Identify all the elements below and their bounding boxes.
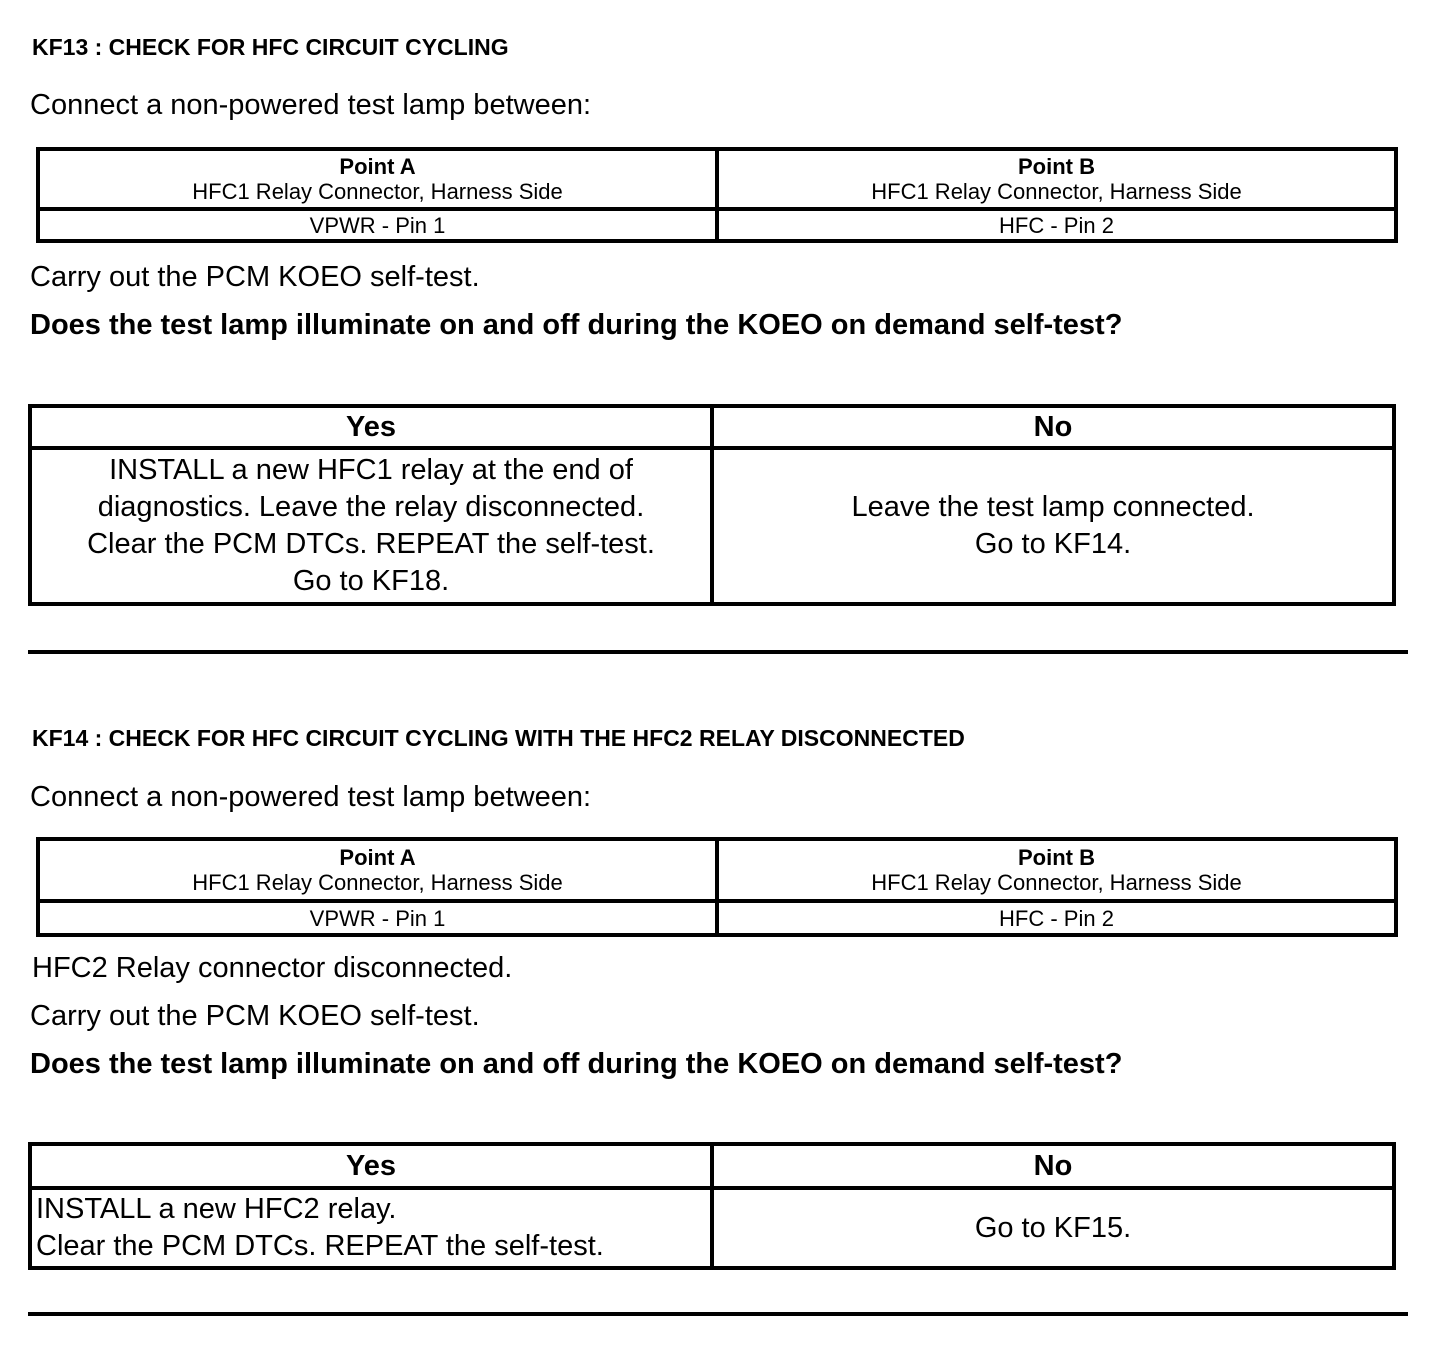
no-answer-cell [712, 1188, 1394, 1268]
point-b-location: HFC1 Relay Connector, Harness Side [871, 179, 1242, 204]
yes-answer-line: Clear the PCM DTCs. REPEAT the self-test. [36, 1230, 604, 1262]
point-b-cell [717, 149, 1396, 209]
question-kf14: Does the test lamp illuminate on and off during the KOEO on demand self-test? [30, 1048, 1123, 1080]
point-b-cell [717, 839, 1396, 901]
answer-table-kf13 [28, 404, 1396, 606]
point-a-cell [38, 149, 717, 209]
intro-text-kf14: Connect a non-powered test lamp between: [30, 781, 592, 813]
point-b-header: Point B [1018, 845, 1095, 870]
yes-answer-cell [30, 1188, 712, 1268]
point-a-header: Point A [339, 154, 416, 179]
test-points-table-kf13 [36, 147, 1398, 243]
section-divider [28, 1312, 1408, 1316]
point-a-pin: VPWR - Pin 1 [38, 901, 717, 935]
yes-answer-line: diagnostics. Leave the relay disconnected. [97, 491, 645, 523]
no-answer-line: Go to KF15. [974, 1211, 1132, 1244]
point-b-pin: HFC - Pin 2 [717, 901, 1396, 935]
point-a-location: HFC1 Relay Connector, Harness Side [192, 179, 563, 204]
yes-answer-cell [30, 448, 712, 604]
yes-header: Yes [30, 1144, 712, 1188]
yes-header: Yes [30, 406, 712, 448]
yes-answer-line: INSTALL a new HFC2 relay. [36, 1193, 397, 1225]
yes-answer-line: Go to KF18. [292, 565, 450, 597]
yes-answer-line: Clear the PCM DTCs. REPEAT the self-test. [87, 528, 655, 560]
section-divider [28, 650, 1408, 654]
point-a-pin: VPWR - Pin 1 [38, 209, 717, 241]
question-kf13: Does the test lamp illuminate on and off during the KOEO on demand self-test? [30, 309, 1123, 341]
point-b-header: Point B [1018, 154, 1095, 179]
intro-text-kf13: Connect a non-powered test lamp between: [30, 89, 592, 121]
yes-answer-line: INSTALL a new HFC1 relay at the end of [109, 454, 633, 486]
no-answer-line: Go to KF14. [974, 528, 1132, 560]
step-text: Carry out the PCM KOEO self-test. [30, 261, 480, 293]
answer-table-kf14 [28, 1142, 1396, 1270]
section-title-kf13: KF13 : CHECK FOR HFC CIRCUIT CYCLING [32, 34, 509, 60]
no-header: No [712, 406, 1394, 448]
no-header: No [712, 1144, 1394, 1188]
point-b-pin: HFC - Pin 2 [717, 209, 1396, 241]
test-points-table-kf14 [36, 837, 1398, 937]
step-text: Carry out the PCM KOEO self-test. [30, 1000, 480, 1032]
point-a-cell [38, 839, 717, 901]
no-answer-line: Leave the test lamp connected. [851, 491, 1255, 523]
section-title-kf14: KF14 : CHECK FOR HFC CIRCUIT CYCLING WITH THE HFC2 RELAY DISCONNECTED [32, 725, 965, 751]
no-answer-cell [712, 448, 1394, 604]
point-a-location: HFC1 Relay Connector, Harness Side [192, 870, 563, 895]
point-b-location: HFC1 Relay Connector, Harness Side [871, 870, 1242, 895]
point-a-header: Point A [339, 845, 416, 870]
step-text: HFC2 Relay connector disconnected. [32, 952, 513, 984]
